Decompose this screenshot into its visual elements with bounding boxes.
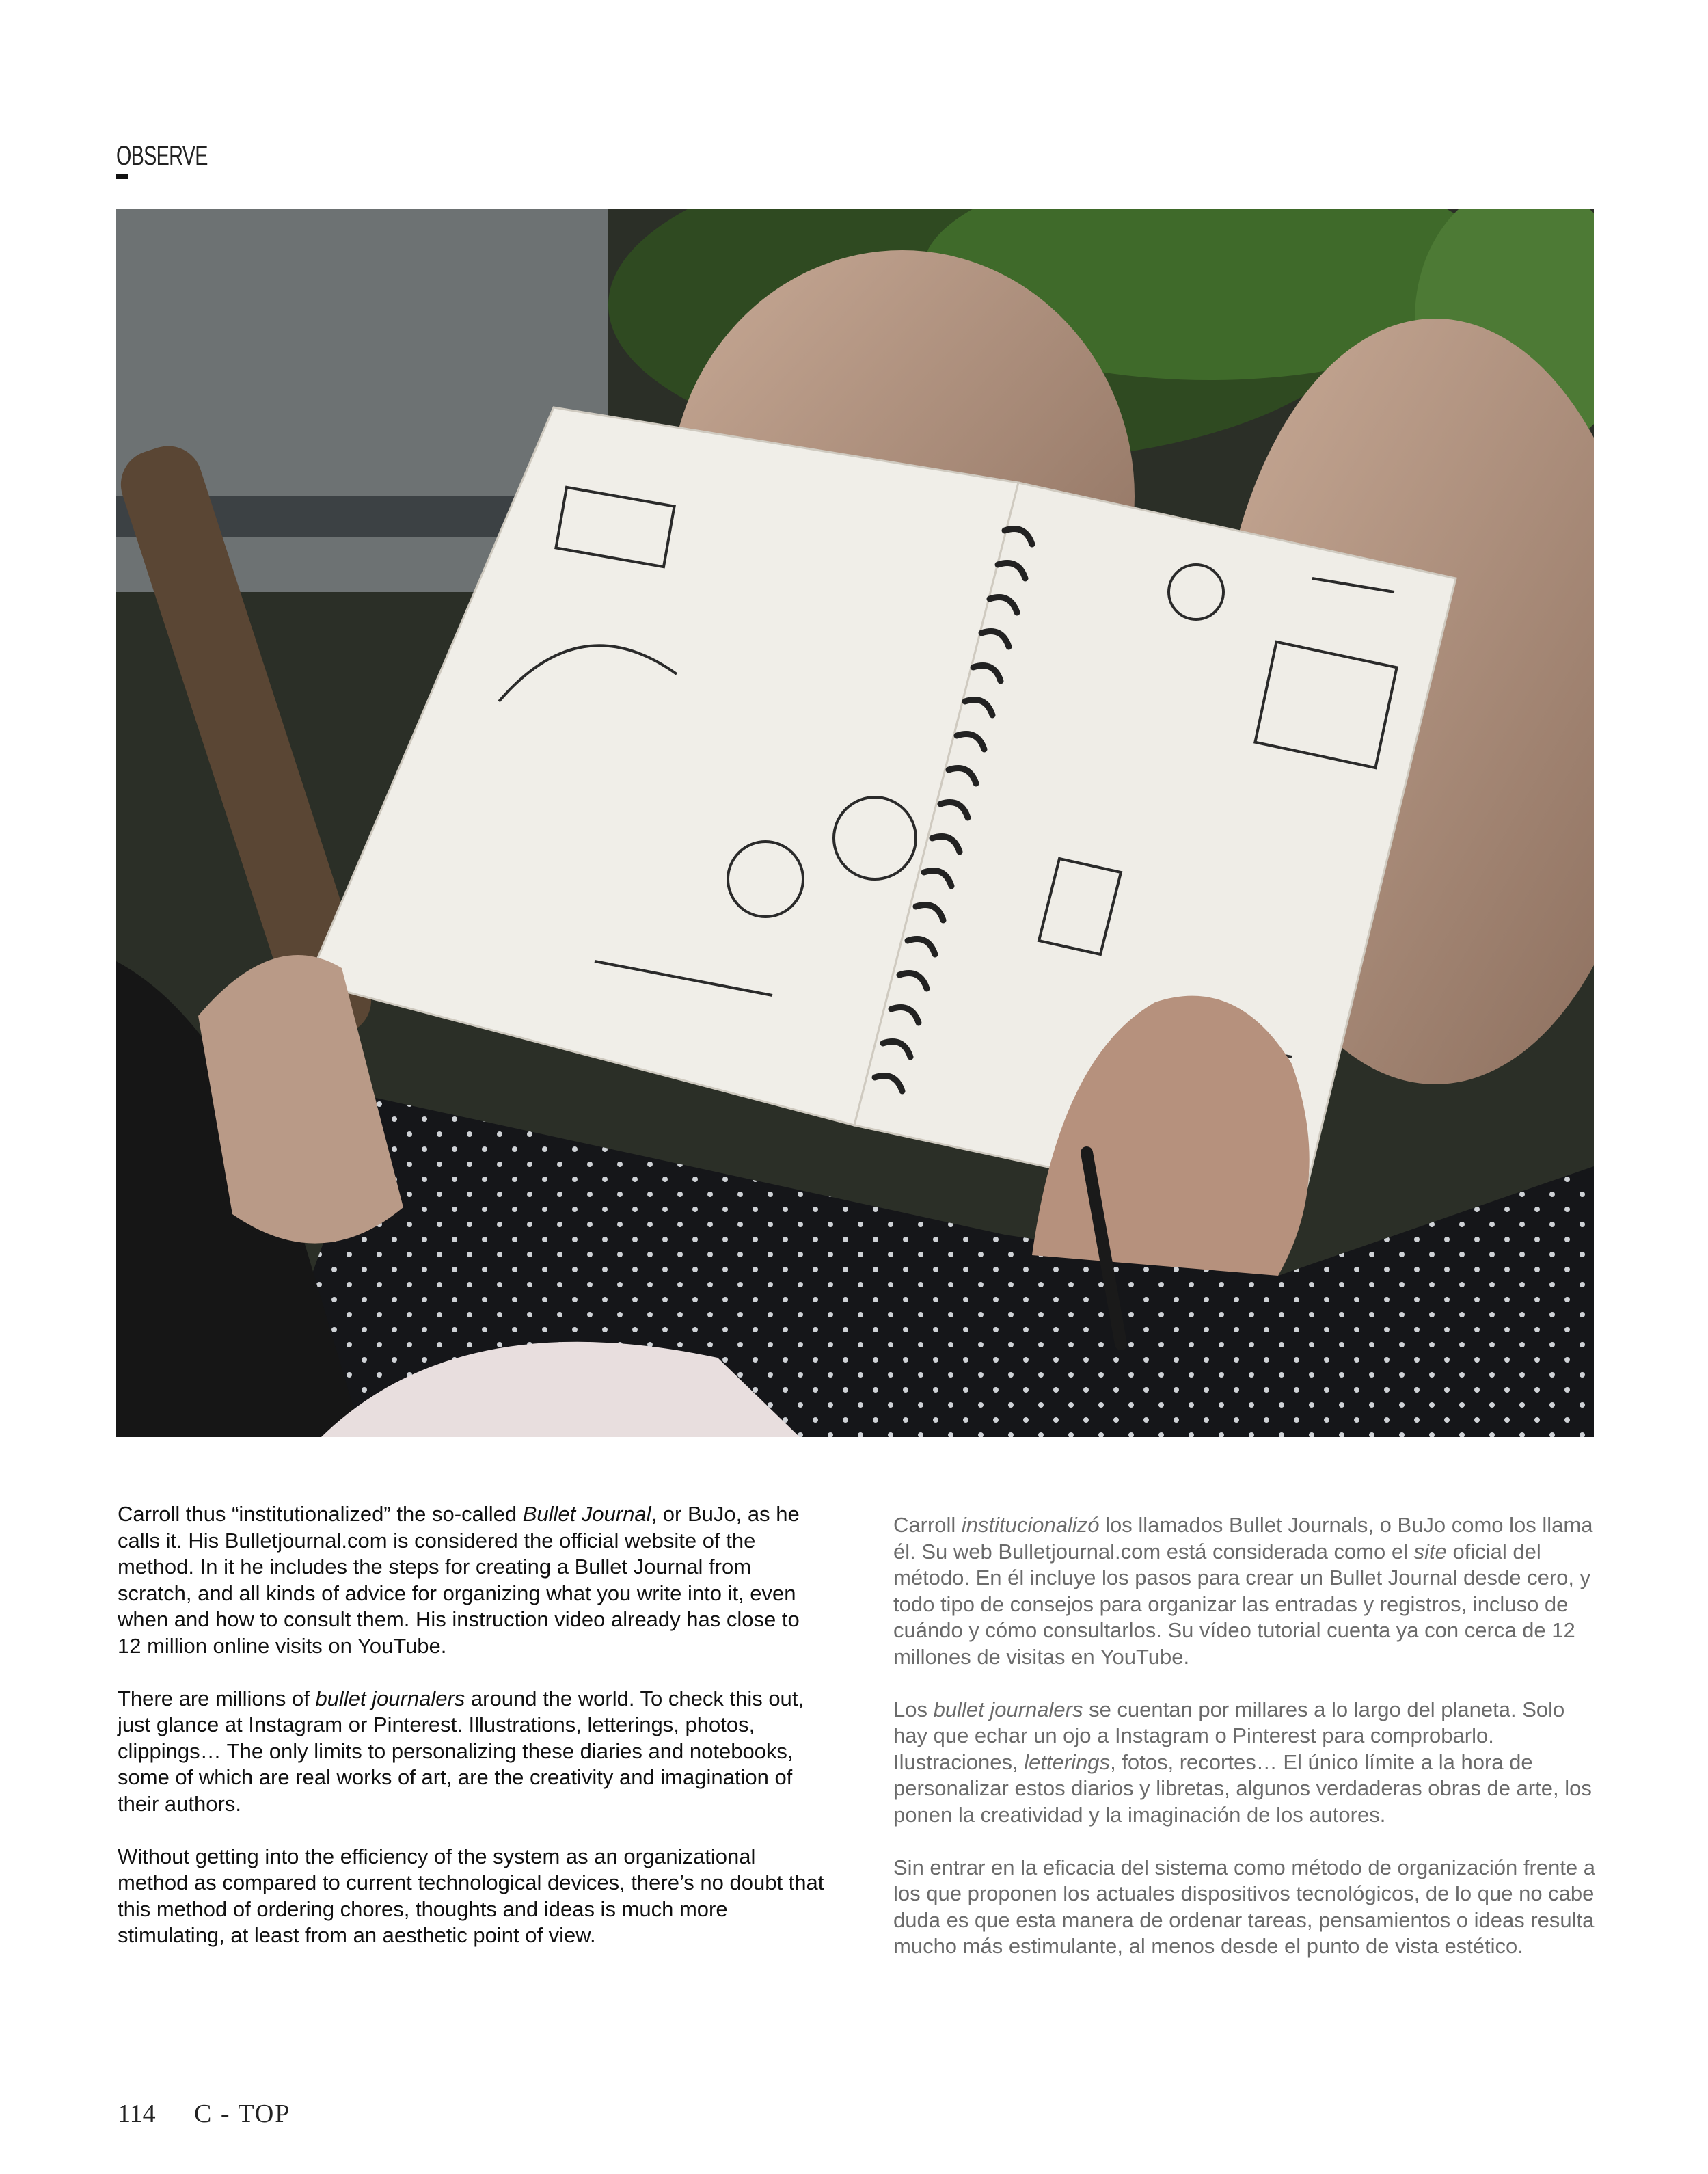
- page-number: 114: [118, 2099, 156, 2128]
- english-paragraph-3: Without getting into the efficiency of the system as an organizational method as compared to current technological devices, there’s no doubt that this method of ordering chores, thoughts and ideas is much more stimulating, at least from an aesthetic point of view.: [118, 1844, 824, 1947]
- section-label: OBSERVE: [116, 141, 208, 171]
- spanish-column: [893, 1512, 1597, 1986]
- sketchbook-illustration: [116, 209, 1594, 1437]
- english-paragraph-2: There are millions of bullet journalers around the world. To check this out, just glance at Instagram or Pinterest. Illustrations, letterings, photos, clippings… The only limits to personalizing these diaries and notebooks, some of which are real works of art, are the creativity and imagination of their authors.: [118, 1686, 804, 1816]
- spanish-paragraph-3: Sin entrar en la eficacia del sistema como método de organización frente a los que proponen los actuales dispositivos tecnológicos, de lo que no cabe duda es que esta manera de ordenar tareas, pensamientos o ideas resulta mucho más estimulante, al menos desde el punto de vista estético.: [893, 1855, 1596, 1958]
- hero-photo: [116, 209, 1594, 1437]
- english-column: [118, 1501, 828, 1975]
- english-paragraph-1: Carroll thus “institutionalized” the so-called Bullet Journal, or BuJo, as he calls it. His Bulletjournal.com is considered the official website of the method. In it he includes the steps for creating a Bullet Journal from scratch, and all kinds of advice for organizing what you write into it, even when and how to consult them. His instruction video already has close to 12 million online visits on YouTube.: [118, 1502, 800, 1658]
- section-marker: [116, 174, 128, 179]
- magazine-name: C - TOP: [194, 2099, 291, 2128]
- spanish-paragraph-2: Los bullet journalers se cuentan por millares a lo largo del planeta. Solo hay que echar un ojo a Instagram o Pinterest para comprobarlo. Ilustraciones, letterings, fotos, recortes… El único límite a la hora de personalizar estos diarios y libretas, algunos verdaderas obras de arte, los ponen la creatividad y la imaginación de los autores.: [893, 1697, 1592, 1827]
- spanish-paragraph-1: Carroll institucionalizó los llamados Bullet Journals, o BuJo como los llama él. Su web Bulletjournal.com está considerada como el site oficial del método. En él incluye los pasos para crear un Bullet Journal desde cero, y todo tipo de consejos para organizar las entradas y registros, incluso de cuándo y cómo consultarlos. Su vídeo tutorial cuenta ya con cerca de 12 millones de visitas en YouTube.: [893, 1513, 1593, 1669]
